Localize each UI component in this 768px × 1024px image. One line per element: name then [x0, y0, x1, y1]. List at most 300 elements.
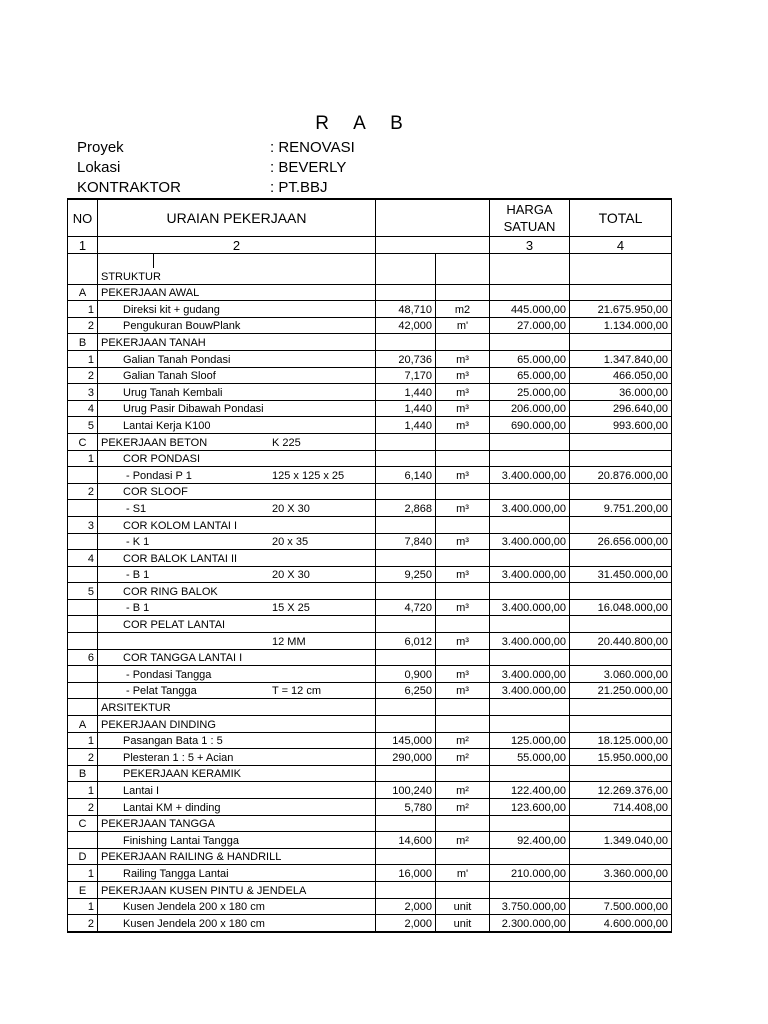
row-total: [570, 334, 672, 351]
row-unit: m³: [436, 367, 490, 384]
table-row: [68, 467, 672, 484]
table-row: [68, 599, 672, 616]
row-spec: T = 12 cm: [272, 685, 322, 698]
row-description: COR SLOOF: [123, 486, 188, 499]
row-description: PEKERJAAN AWAL: [101, 287, 200, 300]
table-row: [68, 384, 672, 401]
row-unit: [436, 881, 490, 898]
location-row: [77, 159, 346, 176]
table-row: [68, 583, 672, 600]
table-header: [68, 199, 672, 237]
table-row: [68, 915, 672, 932]
row-description: PEKERJAAN KUSEN PINTU & JENDELA: [101, 884, 307, 897]
row-volume: [376, 268, 436, 284]
row-description: COR KOLOM LANTAI I: [123, 519, 238, 532]
table-row: [68, 334, 672, 351]
header-volume-blank: [376, 199, 490, 237]
row-unit-price: [490, 433, 570, 450]
row-unit-price: 3.400.000,00: [490, 500, 570, 517]
row-volume: 16,000: [376, 865, 436, 882]
row-description: Urug Tanah Kembali: [123, 386, 223, 399]
row-unit: m²: [436, 782, 490, 799]
row-unit: [436, 699, 490, 716]
table-row: [68, 284, 672, 301]
row-volume: [376, 716, 436, 733]
table-row: [68, 881, 672, 898]
row-description-cell: [98, 301, 376, 318]
row-unit-price: 3.750.000,00: [490, 898, 570, 915]
row-unit: m³: [436, 467, 490, 484]
proyek-value: : RENOVASI: [270, 139, 355, 156]
row-total: 1.347.840,00: [570, 350, 672, 367]
row-unit-price: 445.000,00: [490, 301, 570, 318]
row-unit: m': [436, 317, 490, 334]
numbering-blank: [376, 237, 490, 254]
row-description: PEKERJAAN KERAMIK: [123, 768, 241, 781]
row-description: PEKERJAAN BETON: [101, 436, 208, 449]
row-unit-price: [490, 268, 570, 284]
row-volume: 2,000: [376, 915, 436, 932]
row-spec: 20 x 35: [272, 536, 309, 549]
row-no: 4: [68, 400, 98, 417]
row-no: 2: [68, 317, 98, 334]
row-description: Direksi kit + gudang: [123, 303, 220, 316]
row-description-cell: [98, 533, 376, 550]
table-row: [68, 815, 672, 832]
row-no: 1: [68, 301, 98, 318]
row-unit-price: 3.400.000,00: [490, 599, 570, 616]
row-description-cell: [98, 516, 376, 533]
row-spec: K 225: [272, 436, 301, 449]
table-row: [68, 301, 672, 318]
row-description-cell: [98, 284, 376, 301]
row-unit: [436, 583, 490, 600]
header-no: NO: [68, 199, 98, 237]
row-description-cell: [98, 915, 376, 932]
row-unit: m³: [436, 400, 490, 417]
header-harga: [490, 199, 570, 237]
row-unit-price: 125.000,00: [490, 732, 570, 749]
row-no: 2: [68, 367, 98, 384]
row-unit-price: 123.600,00: [490, 799, 570, 816]
table-row: [68, 483, 672, 500]
row-description-cell: [98, 815, 376, 832]
row-unit: m³: [436, 417, 490, 434]
row-description: COR RING BALOK: [123, 585, 218, 598]
row-no: 5: [68, 417, 98, 434]
row-description: Pengukuran BouwPlank: [123, 320, 241, 333]
row-unit: m³: [436, 384, 490, 401]
row-total: 466.050,00: [570, 367, 672, 384]
row-unit: m³: [436, 566, 490, 583]
row-no: C: [68, 815, 98, 832]
row-unit: m³: [436, 533, 490, 550]
row-total: 36.000,00: [570, 384, 672, 401]
row-description-cell: [98, 865, 376, 882]
row-no: 1: [68, 898, 98, 915]
row-volume: [376, 699, 436, 716]
row-no: [68, 699, 98, 716]
row-description: Kusen Jendela 200 x 180 cm: [123, 917, 265, 930]
row-volume: [376, 433, 436, 450]
row-total: [570, 483, 672, 500]
row-no: 3: [68, 516, 98, 533]
row-description-cell: [98, 367, 376, 384]
row-description: Railing Tangga Lantai: [123, 867, 229, 880]
row-description-cell: [98, 749, 376, 766]
proyek-label: Proyek: [77, 139, 124, 156]
row-no: [68, 533, 98, 550]
row-description-cell: [98, 832, 376, 849]
row-volume: 4,720: [376, 599, 436, 616]
table-row: [68, 865, 672, 882]
row-unit-price: [490, 334, 570, 351]
row-volume: 6,012: [376, 633, 436, 650]
lokasi-value: : BEVERLY: [270, 159, 347, 176]
row-volume: [376, 284, 436, 301]
row-unit-price: 690.000,00: [490, 417, 570, 434]
row-no: 1: [68, 865, 98, 882]
row-volume: 7,840: [376, 533, 436, 550]
row-unit: [436, 284, 490, 301]
row-description: - S1: [126, 502, 147, 515]
row-unit-price: 3.400.000,00: [490, 666, 570, 683]
row-unit: m³: [436, 633, 490, 650]
row-unit: m³: [436, 682, 490, 699]
row-unit: m': [436, 865, 490, 882]
row-description: Galian Tanah Sloof: [123, 370, 216, 383]
row-unit-price: 122.400,00: [490, 782, 570, 799]
row-total: [570, 716, 672, 733]
row-unit-price: 92.400,00: [490, 832, 570, 849]
row-unit: [436, 516, 490, 533]
row-no: [68, 500, 98, 517]
row-no: 1: [68, 782, 98, 799]
row-unit: m³: [436, 500, 490, 517]
row-description-cell: [98, 898, 376, 915]
row-spec: 15 X 25: [272, 602, 310, 615]
row-unit: m³: [436, 666, 490, 683]
row-description: - Pondasi Tangga: [126, 668, 212, 681]
row-description-cell: [98, 400, 376, 417]
row-volume: 2,868: [376, 500, 436, 517]
row-no: B: [68, 765, 98, 782]
row-total: [570, 550, 672, 567]
row-volume: [376, 550, 436, 567]
table-row: [68, 749, 672, 766]
row-description: ARSITEKTUR: [101, 702, 171, 715]
row-total: 714.408,00: [570, 799, 672, 816]
row-description: Urug Pasir Dibawah Pondasi: [123, 403, 264, 416]
table-row: [68, 516, 672, 533]
row-description: Galian Tanah Pondasi: [123, 353, 231, 366]
row-no: 2: [68, 749, 98, 766]
table-row: [68, 317, 672, 334]
row-volume: 2,000: [376, 898, 436, 915]
table-row: [68, 400, 672, 417]
row-volume: 290,000: [376, 749, 436, 766]
header-harga-line1: HARGA: [506, 202, 553, 217]
row-total: [570, 433, 672, 450]
row-no: B: [68, 334, 98, 351]
numbering-no: 1: [68, 237, 98, 254]
row-total: 3.060.000,00: [570, 666, 672, 683]
page-title: R A B: [315, 113, 413, 134]
row-unit-price: [490, 550, 570, 567]
row-description-cell: [98, 350, 376, 367]
row-volume: [376, 483, 436, 500]
row-no: [68, 616, 98, 633]
row-unit-price: [490, 699, 570, 716]
row-unit: [436, 848, 490, 865]
row-no: [68, 682, 98, 699]
table-row: [68, 417, 672, 434]
row-volume: [376, 334, 436, 351]
row-description: PEKERJAAN DINDING: [101, 718, 216, 731]
kontraktor-label: KONTRAKTOR: [77, 179, 181, 196]
row-description-cell: [98, 848, 376, 865]
row-total: [570, 583, 672, 600]
row-spec: 125 x 125 x 25: [272, 469, 345, 482]
project-row: [77, 139, 355, 156]
row-volume: 20,736: [376, 350, 436, 367]
row-no: 1: [68, 350, 98, 367]
row-volume: 5,780: [376, 799, 436, 816]
row-unit-price: 27.000,00: [490, 317, 570, 334]
table-row: [68, 782, 672, 799]
row-no: 2: [68, 915, 98, 932]
row-unit: [436, 268, 490, 284]
row-total: 4.600.000,00: [570, 915, 672, 932]
row-description-cell: [98, 765, 376, 782]
row-unit-price: [490, 815, 570, 832]
row-total: 20.876.000,00: [570, 467, 672, 484]
row-total: 993.600,00: [570, 417, 672, 434]
table-row: [68, 268, 672, 284]
row-volume: 1,440: [376, 400, 436, 417]
row-total: [570, 450, 672, 467]
row-total: 16.048.000,00: [570, 599, 672, 616]
table-row: [68, 500, 672, 517]
row-total: 296.640,00: [570, 400, 672, 417]
table-row: [68, 649, 672, 666]
row-total: 9.751.200,00: [570, 500, 672, 517]
contractor-row: [77, 179, 328, 196]
row-no: A: [68, 716, 98, 733]
row-description-cell: [98, 583, 376, 600]
table-row: [68, 566, 672, 583]
row-spec: 20 X 30: [272, 569, 310, 582]
row-unit: m²: [436, 832, 490, 849]
row-total: 7.500.000,00: [570, 898, 672, 915]
row-no: [68, 566, 98, 583]
row-unit: [436, 765, 490, 782]
row-unit: [436, 649, 490, 666]
table-row: [68, 799, 672, 816]
row-description-cell: [98, 716, 376, 733]
row-unit-price: 3.400.000,00: [490, 566, 570, 583]
row-description-cell: [98, 417, 376, 434]
row-total: 21.675.950,00: [570, 301, 672, 318]
row-unit-price: 3.400.000,00: [490, 682, 570, 699]
row-total: [570, 649, 672, 666]
table-row: [68, 533, 672, 550]
header-uraian: URAIAN PEKERJAAN: [98, 199, 376, 237]
row-total: [570, 616, 672, 633]
row-total: 1.134.000,00: [570, 317, 672, 334]
row-description-cell: [98, 599, 376, 616]
row-unit: [436, 716, 490, 733]
row-description-cell: [98, 799, 376, 816]
row-unit: [436, 334, 490, 351]
row-description-cell: [98, 666, 376, 683]
row-description-cell: [98, 881, 376, 898]
column-numbering-row: [68, 237, 672, 254]
row-description-cell: [98, 483, 376, 500]
row-volume: [376, 516, 436, 533]
table-row: [68, 450, 672, 467]
row-unit-price: [490, 848, 570, 865]
row-unit-price: [490, 284, 570, 301]
row-volume: 145,000: [376, 732, 436, 749]
row-description-cell: [98, 633, 376, 650]
row-description: PEKERJAAN TANGGA: [101, 818, 215, 831]
row-description: - Pondasi P 1: [126, 469, 192, 482]
table-row: [68, 350, 672, 367]
row-description: COR TANGGA LANTAI I: [123, 652, 243, 665]
row-total: [570, 699, 672, 716]
row-no: [68, 268, 98, 284]
row-unit-price: [490, 483, 570, 500]
lokasi-label: Lokasi: [77, 159, 121, 176]
row-description-cell: [98, 699, 376, 716]
header-total: TOTAL: [570, 199, 672, 237]
table-row: [68, 666, 672, 683]
row-description-cell: [98, 467, 376, 484]
row-no: [68, 633, 98, 650]
row-total: 1.349.040,00: [570, 832, 672, 849]
row-total: [570, 765, 672, 782]
row-description: - B 1: [126, 569, 150, 582]
row-unit-price: 25.000,00: [490, 384, 570, 401]
row-unit: m²: [436, 732, 490, 749]
kontraktor-value: : PT.BBJ: [270, 179, 328, 196]
numbering-harga: 3: [490, 237, 570, 254]
row-total: [570, 848, 672, 865]
row-volume: 0,900: [376, 666, 436, 683]
row-unit-price: 3.400.000,00: [490, 533, 570, 550]
row-volume: 1,440: [376, 417, 436, 434]
row-no: C: [68, 433, 98, 450]
row-spec: 12 MM: [272, 635, 306, 648]
row-description-cell: [98, 433, 376, 450]
row-description: COR PONDASI: [123, 453, 201, 466]
row-unit-price: 55.000,00: [490, 749, 570, 766]
row-description: [101, 636, 126, 648]
row-no: 6: [68, 649, 98, 666]
row-description: PEKERJAAN RAILING & HANDRILL: [101, 851, 282, 864]
row-description-cell: [98, 782, 376, 799]
rab-table: [67, 198, 672, 933]
row-total: 20.440.800,00: [570, 633, 672, 650]
row-total: 12.269.376,00: [570, 782, 672, 799]
row-unit: [436, 550, 490, 567]
row-unit-price: 206.000,00: [490, 400, 570, 417]
row-total: [570, 268, 672, 284]
row-description-cell: [98, 566, 376, 583]
row-unit-price: [490, 716, 570, 733]
row-volume: [376, 616, 436, 633]
row-unit-price: 210.000,00: [490, 865, 570, 882]
row-description-cell: [98, 450, 376, 467]
row-no: 2: [68, 799, 98, 816]
table-row: [68, 616, 672, 633]
row-volume: 7,170: [376, 367, 436, 384]
row-volume: 14,600: [376, 832, 436, 849]
row-no: 2: [68, 483, 98, 500]
row-total: 26.656.000,00: [570, 533, 672, 550]
row-description-cell: [98, 682, 376, 699]
row-volume: [376, 881, 436, 898]
row-total: [570, 881, 672, 898]
row-description: - Pelat Tangga: [126, 685, 197, 698]
row-total: 18.125.000,00: [570, 732, 672, 749]
row-unit: [436, 450, 490, 467]
row-volume: 6,250: [376, 682, 436, 699]
row-unit-price: [490, 765, 570, 782]
row-unit-price: [490, 649, 570, 666]
row-unit: m³: [436, 599, 490, 616]
row-unit: [436, 815, 490, 832]
row-volume: 42,000: [376, 317, 436, 334]
row-no: 5: [68, 583, 98, 600]
row-no: E: [68, 881, 98, 898]
row-description-cell: [98, 384, 376, 401]
row-description-cell: [98, 268, 376, 284]
row-description: PEKERJAAN TANAH: [101, 336, 206, 349]
row-no: [68, 599, 98, 616]
row-description: Lantai I: [123, 785, 160, 797]
row-description: - K 1: [126, 536, 150, 549]
row-volume: 100,240: [376, 782, 436, 799]
row-volume: [376, 649, 436, 666]
row-unit: m2: [436, 301, 490, 318]
row-volume: 6,140: [376, 467, 436, 484]
row-unit-price: 65.000,00: [490, 350, 570, 367]
row-unit: [436, 616, 490, 633]
row-description-cell: [98, 317, 376, 334]
row-description-cell: [98, 649, 376, 666]
row-no: [68, 832, 98, 849]
row-no: 1: [68, 732, 98, 749]
row-volume: [376, 450, 436, 467]
row-no: [68, 467, 98, 484]
row-total: [570, 516, 672, 533]
numbering-total: 4: [570, 237, 672, 254]
row-unit: m³: [436, 350, 490, 367]
row-unit-price: [490, 881, 570, 898]
table-row: [68, 832, 672, 849]
row-unit-price: [490, 583, 570, 600]
row-unit: unit: [436, 915, 490, 932]
row-description-cell: [98, 616, 376, 633]
row-description: STRUKTUR: [101, 270, 161, 283]
row-description-cell: [98, 500, 376, 517]
row-no: [68, 666, 98, 683]
row-unit-price: 3.400.000,00: [490, 633, 570, 650]
spacer-row: [68, 254, 672, 269]
row-total: 21.250.000,00: [570, 682, 672, 699]
